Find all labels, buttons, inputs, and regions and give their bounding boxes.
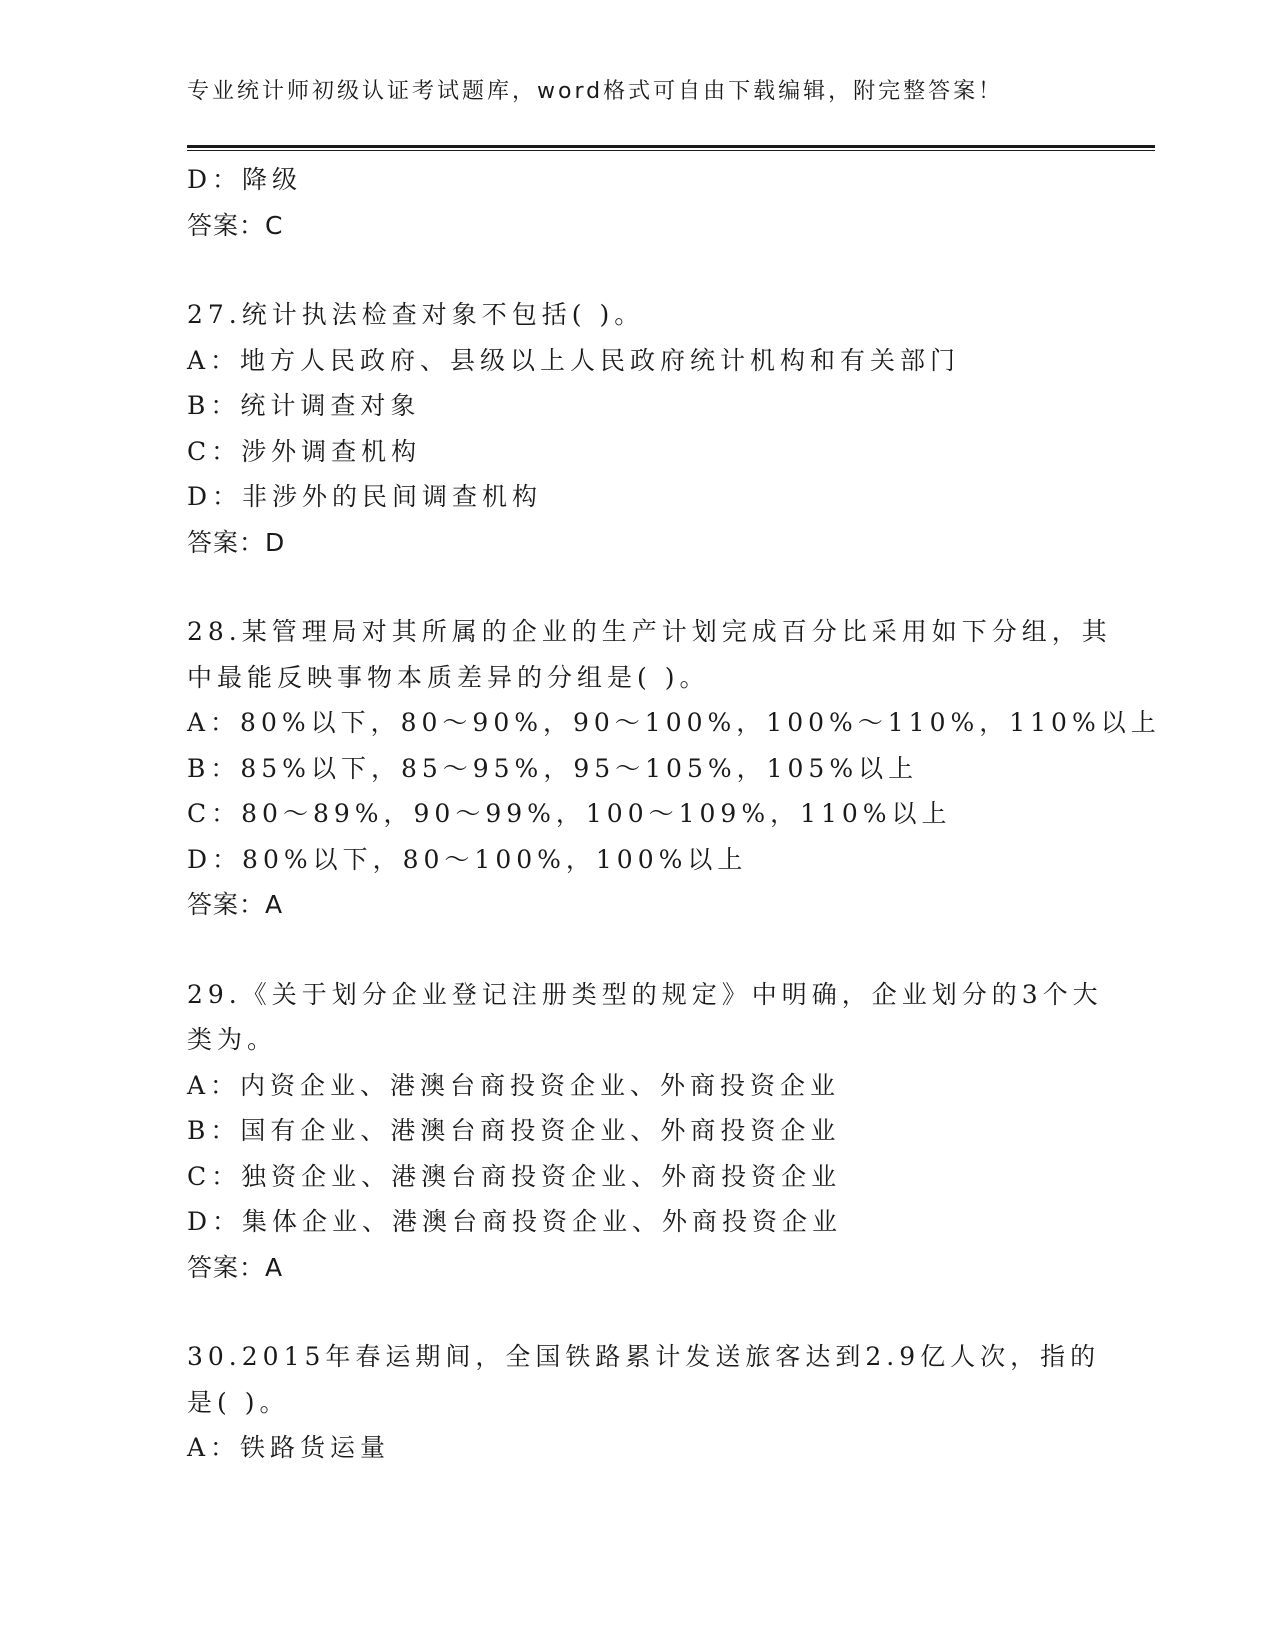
question-block <box>187 157 1087 248</box>
option-line: D：集体企业、港澳台商投资企业、外商投资企业 <box>187 1207 843 1236</box>
option-line: B：统计调查对象 <box>187 391 421 420</box>
option-line: A：内资企业、港澳台商投资企业、外商投资企业 <box>187 1070 841 1100</box>
question-text: 30.2015年春运期间，全国铁路累计发送旅客达到2.9亿人次，指的 <box>187 1342 1101 1371</box>
question-content <box>187 157 1161 1471</box>
option-line: C：80～89%，90～99%，100～109%，110%以上 <box>187 799 952 828</box>
question-text: 27.统计执法检查对象不包括( )。 <box>187 300 645 329</box>
option-line: B：85%以下，85～95%，95～105%，105%以上 <box>187 753 919 783</box>
option-line: D：80%以下，80～100%，100%以上 <box>187 844 748 874</box>
option-line: A：80%以下，80～90%，90～100%，100%～110%，110%以上 <box>187 708 1161 737</box>
option-line: A：地方人民政府、县级以上人民政府统计机构和有关部门 <box>187 345 961 375</box>
question-block <box>187 972 1103 1291</box>
header-rule-thick <box>187 145 1155 148</box>
question-text: 29.《关于划分企业登记注册类型的规定》中明确，企业划分的3个大 <box>187 979 1103 1009</box>
page-header: 专业统计师初级认证考试题库，word格式可自由下载编辑，附完整答案！ <box>187 79 1004 104</box>
question-block <box>187 292 1087 565</box>
question-text: 类为。 <box>187 1025 278 1054</box>
option-line: B：国有企业、港澳台商投资企业、外商投资企业 <box>187 1116 841 1145</box>
answer-line: 答案：A <box>187 890 284 919</box>
question-text: 28.某管理局对其所属的企业的生产计划完成百分比采用如下分组，其 <box>187 617 1112 646</box>
header-rule-thin <box>187 150 1155 151</box>
option-line: D：非涉外的民间调查机构 <box>187 482 543 511</box>
question-text: 是( )。 <box>187 1387 290 1417</box>
question-block <box>187 1334 1101 1471</box>
answer-line: 答案：D <box>187 527 286 557</box>
option-line: C：独资企业、港澳台商投资企业、外商投资企业 <box>187 1161 842 1191</box>
option-line: A：铁路货运量 <box>187 1433 391 1462</box>
option-line: D：降级 <box>187 165 303 194</box>
answer-line: 答案：A <box>187 1252 284 1282</box>
question-text: 中最能反映事物本质差异的分组是( )。 <box>187 662 710 692</box>
option-line: C：涉外调查机构 <box>187 436 422 466</box>
question-block <box>187 609 1161 928</box>
answer-line: 答案：C <box>187 210 284 240</box>
